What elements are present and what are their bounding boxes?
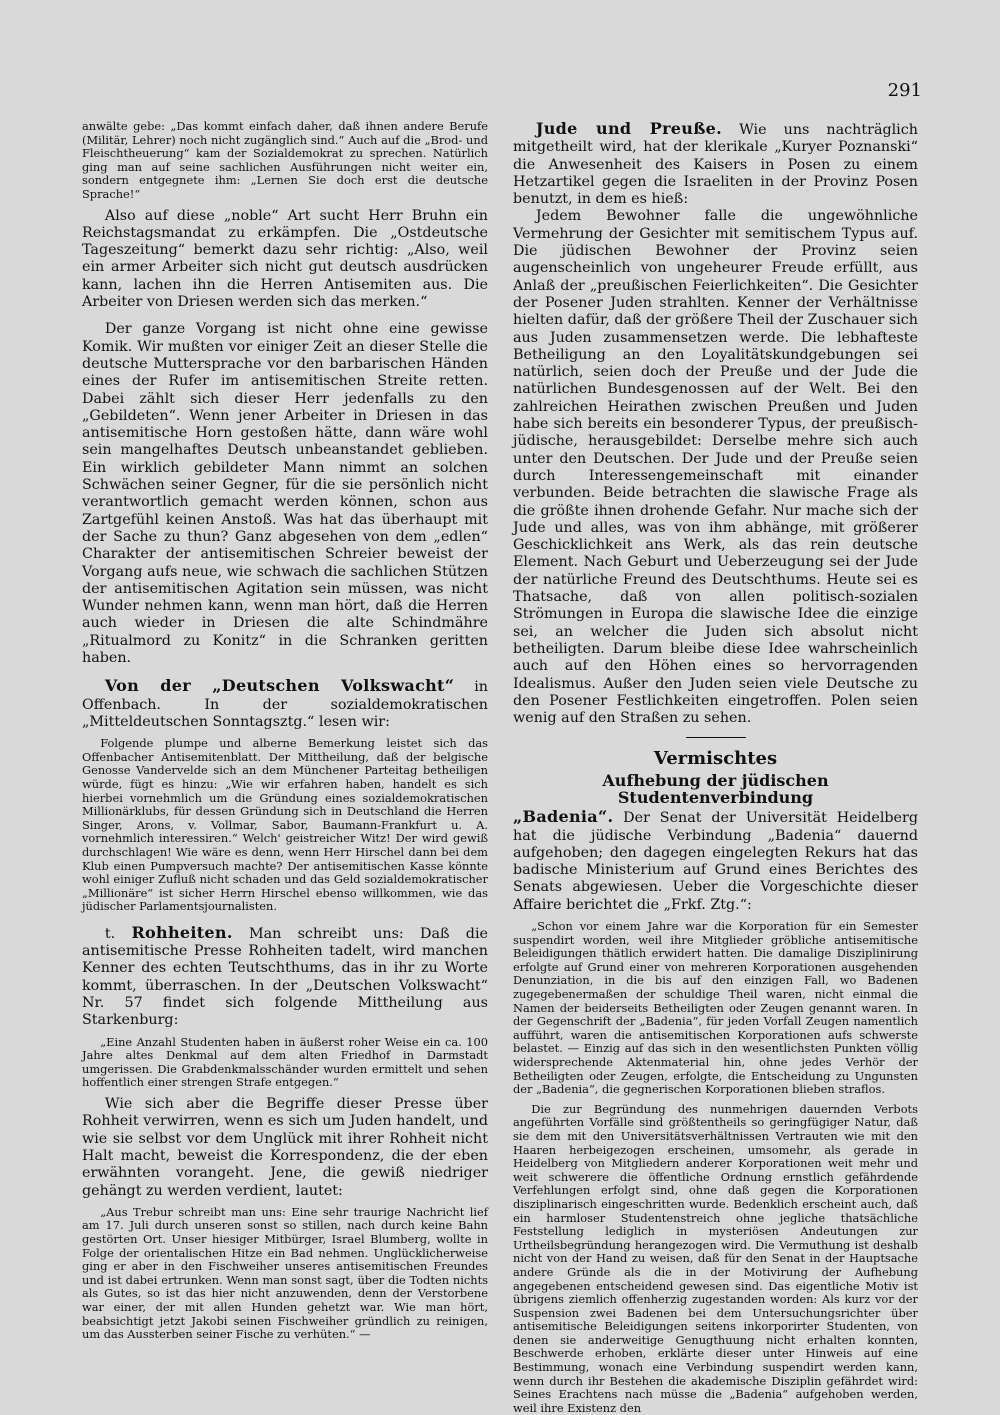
article-heading: Jude und Preuße. xyxy=(535,119,723,138)
article-text: in Offenbach. In der sozialdemokratischen „Mitteldeutschen Sonntagsztg.“ lesen wir: xyxy=(82,679,488,730)
page-number: 291 xyxy=(887,80,922,101)
article-text: Wie uns nachträglich mitgetheilt wird, hat der klerikale „Kuryer Poznanski“ die Anwesenheit des Kaisers in Posen zu einem Hetzartikel gegen die Israeliten in der Provinz Posen benutzt, in dem es hieß: xyxy=(513,122,918,208)
paragraph: Jedem Bewohner falle die ungewöhnliche Vermehrung der Gesichter mit semitischem Typus auf. Die jüdischen Bewohner der Provinz seien augenscheinlich von ungeheurer Freude erfüllt, aus Anlaß der „preußischen Feierlichkeiten“. Die Gesichter der Posener Juden strahlten. Kenner der Verhältnisse hielten dafür, daß der größere Theil der Zuschauer sich aus Juden zusammensetzen werde. Die lebhafteste Betheiligung an den Loyalitätskundgebungen sei natürlich, seien doch der Preuße und der Jude die natürlichen Bundesgenossen auf der Welt. Bei den zahlreichen Heirathen zwischen Preußen und Juden habe sich bereits ein besonderer Typus, der preußisch-jüdische, herausgebildet: Derselbe mehre sich auch unter den Deutschen. Der Jude und der Preuße seien durch Interessengemeinschaft mit einander verbunden. Beide betrachten die slawische Frage als die größte ihnen drohende Gefahr. Nur mache sich der Jude und alles, was von ihm abhänge, mit größerer Geschicklichkeit ans Werk, als das rein deutsche Element. Nach Geburt und Ueberzeugung sei der Jude der natürliche Freund des Deutschthums. Heute sei es Thatsache, daß von allen politisch-sozialen Strömungen in Europa die slawische Idee die einzige sei, an welcher die Juden sich absolut nicht betheiligten. Darum bleibe diese Idee wahrscheinlich auch auf den Höhen eines so hervorragenden Idealismus. Außer den Juden seien viele Deutsche zu den Posener Festlichkeiten eingetroffen. Polen seien wenig auf den Straßen zu sehen. xyxy=(513,208,918,727)
quote-continuation: anwälte gebe: „Das kommt einfach daher, daß ihnen andere Berufe (Militär, Lehrer) noch nicht zugänglich sind.“ Auch auf die „Brod- und Fleischtheuerung“ kam der Sozialdemokrat zu sprechen. Natürlich ging man auf seine sachlichen Ausführungen nicht weiter ein, sondern entgegnete ihm: „Lernen Sie doch erst die deutsche Sprache!“ xyxy=(82,119,488,201)
right-column xyxy=(513,120,918,1415)
paragraph: Also auf diese „noble“ Art sucht Herr Bruhn ein Reichstagsmandat zu erkämpfen. Die „Ostdeutsche Tageszeitung“ bemerkt dazu sehr richtig: „Also, weil ein armer Arbeiter sich nicht gut deutsch ausdrücken kann, lachen ihn die Herren Antisemiten aus. Die Arbeiter von Driesen werden sich das merken.“ xyxy=(82,207,488,311)
article-heading: Von der „Deutschen Volkswacht“ xyxy=(104,676,455,696)
article-rohheiten xyxy=(82,924,488,1030)
paragraph: Der ganze Vorgang ist nicht ohne eine gewisse Komik. Wir mußten vor einiger Zeit an dieser Stelle die deutsche Muttersprache vor den barbarischen Händen eines der Rufer im antisemitischen Streite retten. Dabei zählt sich dieser Herr jedenfalls zu den „Gebildeten“. Wenn jener Arbeiter in Driesen in das antisemitische Horn gestoßen hätte, dann wäre wohl sein mangelhaftes Deutsch unbeanstandet geblieben. Ein wirklich gebildeter Mann nimmt an solchen Schwächen seiner Gegner, für die sie persönlich nicht verantwortlich gemacht werden können, schon aus Zartgefühl keinen Anstoß. Was hat das überhaupt mit der Sache zu thun? Ganz abgesehen von dem „edlen“ Charakter der antisemitischen Schreier beweist der Vorgang aufs neue, wie schwach die sachlichen Stützen der antisemitischen Agitation sein müssen, was nicht Wunder nehmen kann, wenn man hört, daß die Herren auch wieder in Driesen die alte Schindmähre „Ritualmord zu Konitz“ in die Schranken geritten haben. xyxy=(82,321,488,666)
article-badenia xyxy=(513,808,918,914)
block-quote: Die zur Begründung des nunmehrigen dauernden Verbots angeführten Vorfälle sind größtentheils so geringfügiger Natur, daß sie dem mit den Universitätsverhältnissen Vertrauten wie mit den Haaren herbeigezogen erscheinen, umsomehr, als gerade in Heidelberg von Mitgliedern anderer Korporationen weit mehr und weit schwerere die öffentliche Ordnung ernstlich gefährdende Verfehlungen erfolgt sind, ohne daß gegen die Korporationen disziplinarisch eingeschritten wurde. Bedenklich erscheint auch, daß ein harmloser Studentenstreich ohne jegliche thatsächliche Feststellung lediglich in mysteriösen Andeutungen zur Urtheilsbegründung herangezogen wird. Die Vermuthung ist deshalb nicht von der Hand zu weisen, daß für den Senat in der Hauptsache andere Gründe als die in der Motivirung der Aufhebung angegebenen entscheidend gewesen sind. Das eigentliche Motiv ist übrigens ziemlich offenherzig zugestanden worden: Als kurz vor der Suspension zwei Badenen bei dem Untersuchungsrichter über antisemitische Beleidigungen seitens inkorporirter Studenten, von denen sie anderweitige Genugthuung nicht erhalten konnten, Beschwerde erhoben, erklärte dieser unter Hinweis auf eine Bestimmung, wonach eine Verbindung suspendirt werden kann, wenn durch ihr Bestehen die akademische Disziplin gefährdet wird: Seines Erachtens nach müsse die „Badenia“ aufgehoben werden, weil ihre Existenz den xyxy=(513,1101,918,1415)
block-quote: „Schon vor einem Jahre war die Korporation für ein Semester suspendirt worden, weil ihre Mitglieder gröbliche antisemitische Beleidigungen thätlich erwidert hatten. Die damalige Disziplinirung erfolgte auf Grund einer von mehreren Korporationen ausgehenden Denunziation, in die bis auf den einzigen Fall, wo Badenen zugegebenermaßen der schuldige Theil waren, nicht einmal die Namen der beiderseits Betheiligten oder Zeugen genannt waren. In der Gegenschrift der „Badenia“, für jeden Vorfall Zeugen namentlich aufführt, waren die antisemitischen Korporationen aufs schwerste belastet. — Einzig auf das sich in den wesentlichsten Punkten völlig widersprechende Aktenmaterial hin, ohne jedes Verhör der Betheiligten oder Zeugen, erfolgte, die Entscheidung zu Ungunsten der „Badenia“, die gegnerischen Korporationen blieben straflos. xyxy=(513,919,918,1097)
author-mark: t. xyxy=(104,925,132,942)
article-text: Der Senat der Universität Heidelberg hat die jüdische Verbindung „Badenia“ dauernd aufgehoben; den dagegen eingelegten Rekurs hat das badische Ministerium auf Grund eines Berichtes des Senats abgewiesen. Ueber die Vorgeschichte dieser Affaire berichtet die „Frkf. Ztg.“: xyxy=(513,810,918,913)
block-quote: Folgende plumpe und alberne Bemerkung leistet sich das Offenbacher Antisemitenblatt. Der Mittheilung, daß der belgische Genosse Vandervelde sich an dem Münchener Parteitag betheiligen würde, fügt es hinzu: „Wie wir erfahren haben, handelt es sich hierbei vornehmlich um die Gründung eines sozialdemokratischen Millionärklubs, für dessen Gründung sich in Deutschland die Herren Singer, Arons, v. Vollmar, Sabor, Baumann-Frankfurt u. A. vornehmlich interessiren.“ Welch' geistreicher Witz! Der wird gewiß durchschlagen! Wie wäre es denn, wenn Herr Hirschel dann bei dem Klub einen Pumpversuch machte? Der antisemitischen Kasse könnte wohl einiger Zufluß nicht schaden und das Geld sozialdemokratischer „Millionäre“ ist sicher Herrn Hirschel ebenso willkommen, wie das jüdischer Parlamentsjournalisten. xyxy=(82,736,488,914)
article-heading: Rohheiten. xyxy=(131,922,233,942)
block-quote: „Aus Trebur schreibt man uns: Eine sehr traurige Nachricht lief am 17. Juli durch unseren sonst so stillen, nach durch keine Bahn gestörten Ort. Unser hiesiger Mitbürger, Israel Blumberg, wollte in Folge der orientalischen Hitze ein Bad nehmen. Unglücklicherweise ging er aber in den Fischweiher unseres antisemitischen Freundes und ist dabei ertrunken. Wenn man sonst sagt, über die Todten nichts als Gutes, so ist das hier nicht anzuwenden, denn der Verstorbene war einer, der mit allen Hunden gehetzt war. Wie man hört, beabsichtigt jetzt Jakobi seinen Fischweiher gründlich zu reinigen, um das Aussterben seiner Fische zu verhüten.“ — xyxy=(82,1204,488,1342)
section-title: Vermischtes xyxy=(653,748,778,770)
article-title: Aufhebung der jüdischen Studentenverbindung xyxy=(602,770,829,807)
paragraph: Wie sich aber die Begriffe dieser Presse über Rohheit verwirren, wenn es sich um Juden handelt, und wie sie selbst vor dem Unglück mit ihrer Rohheit nicht Halt macht, beweist die Korrespondenz, die der eben erwähnten vorangeht. Jene, die gewiß niedriger gehängt zu werden verdient, lautet: xyxy=(82,1096,488,1199)
article-heading: „Badenia“. xyxy=(513,807,614,827)
block-quote: „Eine Anzahl Studenten haben in äußerst roher Weise ein ca. 100 Jahre altes Denkmal auf dem alten Friedhof in Darmstadt umgerissen. Die Grabdenkmalsschänder wurden ermittelt und sehen hoffentlich einer strengen Strafe entgegen.“ xyxy=(82,1034,488,1090)
article-text: Man schreibt uns: Daß die antisemitische Presse Rohheiten tadelt, wird manchen Kenner des echten Teutschthums, das in ihr zu Worte kommt, überraschen. In der „Deutschen Volkswacht“ Nr. 57 findet sich folgende Mittheilung aus Starkenburg: xyxy=(82,925,488,1029)
article-jude-preusse xyxy=(513,120,918,208)
article-volkswacht xyxy=(82,677,488,731)
left-column xyxy=(82,120,488,1342)
divider xyxy=(686,737,746,738)
